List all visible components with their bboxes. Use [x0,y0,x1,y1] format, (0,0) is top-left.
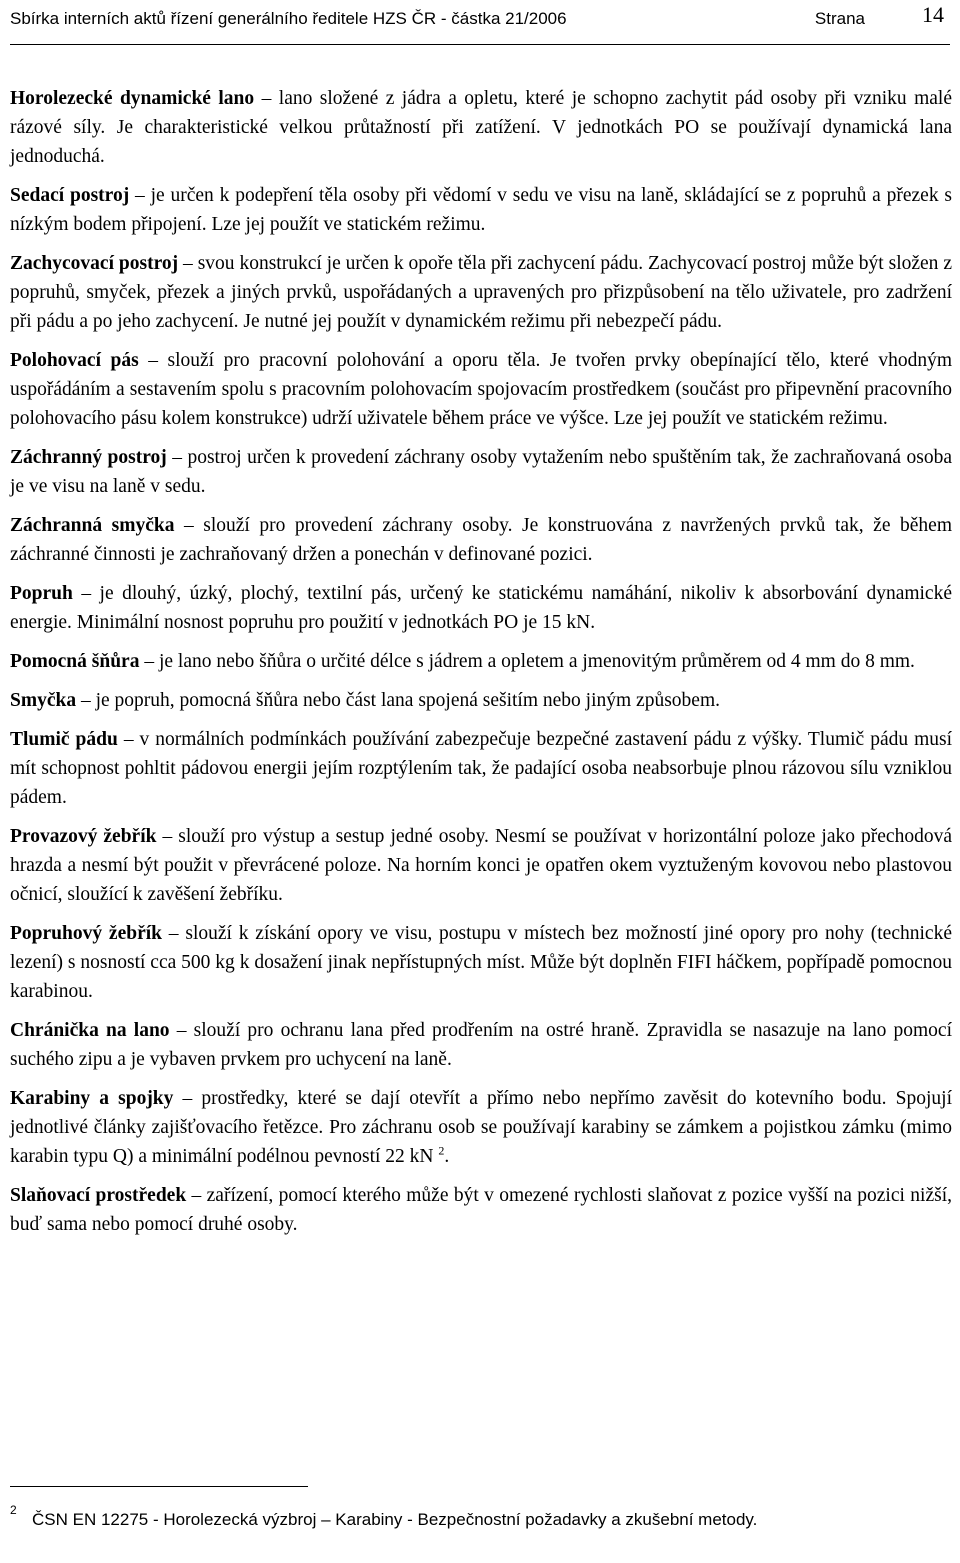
page-number: 14 [922,2,944,27]
definition-entry [10,443,952,501]
definition-entry [10,249,952,336]
page-label: Strana [814,9,865,28]
definition-term: Popruh [10,583,73,604]
page-header [10,0,950,45]
definition-entry [10,511,952,569]
definition-entry [10,1084,952,1171]
definition-text: – v normálních podmínkách používání zabezpečuje bezpečné zastavení pádu z výšky. Tlumič pádu musí mít schopnost pohltit pádovou energii jejím rozptýlením tak, že padající osoba neabsorbuje plnou rázovou sílu vzniklou pádem. [10,729,952,808]
definition-text: – svou konstrukcí je určen k opoře těla při zachycení pádu. Zachycovací postroj může být složen z popruhů, smyček, přezek a jiných prvků, uspořádaných a upravených pro přizpůsobení na tělo uživatele, pro zadržení při pádu a po jeho zachycení. Je nutné jej použít v dynamickém režimu při nebezpečí pádu. [10,253,952,332]
definition-text-end: . [444,1146,450,1167]
definition-term: Chránička na lano [10,1020,170,1041]
definition-text: – slouží pro provedení záchrany osoby. Je konstruována z navržených prvků tak, že během záchranné činnosti je zachraňovaný držen a ponechán v definované pozici. [10,515,952,565]
definition-entry [10,579,952,637]
definition-entry [10,919,952,1006]
document-title: Sbírka interních aktů řízení generálního ředitele HZS ČR - částka 21/2006 [10,9,567,28]
definition-term: Pomocná šňůra [10,651,140,672]
definition-text: – je dlouhý, úzký, plochý, textilní pás, určený ke statickému namáhání, nikoliv k absorbování dynamické energie. Minimální nosnost popruhu pro použití v jednotkách PO je 15 kN. [10,583,952,633]
definitions-list [10,84,952,1249]
definition-term: Záchranná smyčka [10,515,175,536]
footnote-reference[interactable]: 2 [438,1143,445,1158]
definition-text: – lano složené z jádra a opletu, které je schopno zachytit pád osoby při vzniku malé rázové síly. Je charakteristické velkou průtažností při zatížení. V jednotkách PO se používají dynamická lana jednoduchá. [10,88,952,167]
definition-entry [10,686,952,715]
definition-term: Sedací postroj [10,185,130,206]
definition-term: Smyčka [10,690,77,711]
definition-text: – slouží pro pracovní polohování a oporu těla. Je tvořen prvky obepínající tělo, které vhodným uspořádáním a sestavením spolu s pracovním polohovacím spojovacím prostředkem (součást pro připevnění pracovního polohovacího pásu kolem konstrukce) udrží uživatele během práce ve výšce. Lze jej použít ve statickém režimu. [10,350,952,429]
footnote-mark: 2 [10,1503,17,1517]
definition-term: Polohovací pás [10,350,139,371]
definition-term: Tlumič pádu [10,729,118,750]
definition-entry [10,647,952,676]
footnote [10,1503,950,1532]
definition-text: – je určen k podepření těla osoby při vědomí v sedu ve visu na laně, skládající se z popruhů a přezek s nízkým bodem připojení. Lze jej použít ve statickém režimu. [10,185,952,235]
definition-entry [10,725,952,812]
definition-entry [10,1181,952,1239]
definition-entry [10,822,952,909]
definition-text: – je popruh, pomocná šňůra nebo část lana spojená sešitím nebo jiným způsobem. [76,690,720,711]
definition-entry [10,1016,952,1074]
definition-text: – slouží pro ochranu lana před prodřením na ostré hraně. Zpravidla se nasazuje na lano pomocí suchého zipu a je vybaven prvkem pro uchycení na laně. [10,1020,953,1070]
definition-term: Horolezecké dynamické lano [10,88,255,109]
definition-entry [10,84,952,171]
footnote-text: ČSN EN 12275 - Horolezecká výzbroj – Karabiny - Bezpečnostní požadavky a zkušební metody. [32,1510,758,1529]
definition-text: – je lano nebo šňůra o určité délce s jádrem a opletem a jmenovitým průměrem od 4 mm do 8 mm. [139,651,915,672]
definition-entry [10,181,952,239]
definition-term: Zachycovací postroj [10,253,179,274]
footnote-divider [10,1486,308,1487]
definition-text: – zařízení, pomocí kterého může být v omezené rychlosti slaňovat z pozice vyšší na pozici nižší, buď sama nebo pomocí druhé osoby. [10,1185,952,1235]
definition-text: – slouží pro výstup a sestup jedné osoby. Nesmí se používat v horizontální poloze jako přechodová hrazda a nesmí být použit v převrácené poloze. Na horním konci je opatřen okem vyztuženým kovovou nebo plastovou očnicí, sloužící k zavěšení žebříku. [10,826,952,905]
definition-term: Slaňovací prostředek [10,1185,187,1206]
definition-term: Záchranný postroj [10,447,167,468]
definition-entry [10,346,952,433]
definition-term: Popruhový žebřík [10,923,162,944]
definition-text: – slouží k získání opory ve visu, postupu v místech bez možností jiné opory pro nohy (technické lezení) s nosností cca 500 kg k dosažení jinak nepřístupných míst. Může být doplněn FIFI háčkem, popřípadě pomocnou karabinou. [10,923,952,1002]
definition-text: – prostředky, které se dají otevřít a přímo nebo nepřímo zavěsit do kotevního bodu. Spojují jednotlivé články zajišťovacího řetězce. Pro záchranu osob se používají karabiny se zámkem a pojistkou zámku (mimo karabin typu Q) a minimální podélnou pevností 22 kN [10,1088,952,1167]
definition-term: Karabiny a spojky [10,1088,174,1109]
definition-term: Provazový žebřík [10,826,157,847]
definition-text: – postroj určen k provedení záchrany osoby vytažením nebo spuštěním tak, že zachraňovaná osoba je ve visu na laně v sedu. [10,447,953,497]
